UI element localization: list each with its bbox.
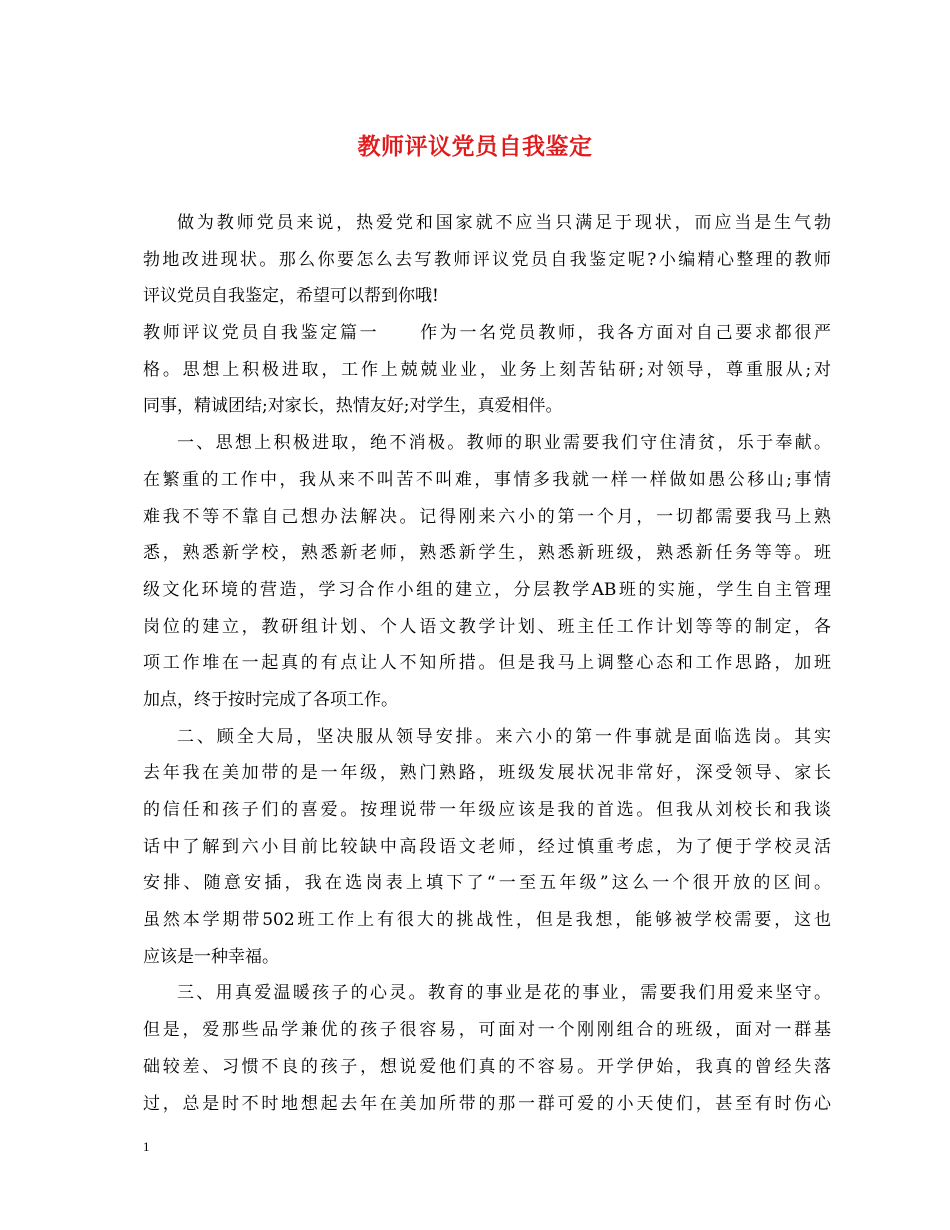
document-body xyxy=(143,205,831,1122)
point-two-line: 二、顾全大局，坚决服从领导安排。来六小的第一件事就是面临选岗。其实 xyxy=(177,726,831,747)
point-two-line: 的信任和孩子们的喜爱。按理说带一年级应该是我的首选。但我从刘校长和我谈 xyxy=(143,800,831,820)
page-number: 1 xyxy=(143,1139,150,1154)
point-two-line: 虽然本学期带502班工作上有很大的挑战性，但是我想，能够被学校需要，这也 xyxy=(143,910,831,931)
point-two-line: 安排、随意安插，我在选岗表上填下了“一至五年级”这么一个很开放的区间。 xyxy=(143,873,831,894)
point-three-line: 过，总是时不时地想起去年在美加所带的那一群可爱的小天使们，甚至有时伤心 xyxy=(143,1093,831,1114)
document-title: 教师评议党员自我鉴定 xyxy=(357,133,593,160)
point-one-line: 难我不等不靠自己想办法解决。记得刚来六小的第一个月，一切都需要我马上熟 xyxy=(143,506,831,527)
section-one-paragraph xyxy=(143,315,831,425)
point-one-line: 岗位的建立，教研组计划、个人语文教学计划、班主任工作计划等等的制定，各 xyxy=(143,616,831,637)
intro-line: 勃地改进现状。那么你要怎么去写教师评议党员自我鉴定呢?小编精心整理的教师 xyxy=(143,249,831,270)
point-one-line: 一、思想上积极进取，绝不消极。教师的职业需要我们守住清贫，乐于奉献。 xyxy=(177,433,831,454)
point-three-line: 础较差、习惯不良的孩子，想说爱他们真的不容易。开学伊始，我真的曾经失落 xyxy=(143,1056,831,1077)
point-one-line: 加点，终于按时完成了各项工作。 xyxy=(143,689,398,710)
point-three-paragraph xyxy=(143,975,831,1122)
point-one-line: 项工作堆在一起真的有点让人不知所措。但是我马上调整心态和工作思路，加班 xyxy=(143,653,831,674)
intro-paragraph xyxy=(143,205,831,315)
point-one-paragraph xyxy=(143,425,831,719)
section-one-line: 格。思想上积极进取，工作上兢兢业业，业务上刻苦钻研;对领导，尊重服从;对 xyxy=(143,359,831,380)
point-two-line: 话中了解到六小目前比较缺中高段语文老师，经过慎重考虑，为了便于学校灵活 xyxy=(143,836,831,857)
point-one-line: 级文化环境的营造，学习合作小组的建立，分层教学AB班的实施，学生自主管理 xyxy=(143,579,831,600)
point-one-line: 悉，熟悉新学校，熟悉新老师，熟悉新学生，熟悉新班级，熟悉新任务等等。班 xyxy=(143,543,831,564)
point-two-line: 去年我在美加带的是一年级，熟门熟路，班级发展状况非常好，深受领导、家长 xyxy=(143,763,831,784)
section-heading: 教师评议党员自我鉴定篇一 xyxy=(143,323,380,344)
section-one-line: 同事，精诚团结;对家长，热情友好;对学生，真爱相伴。 xyxy=(143,396,563,417)
point-two-line: 应该是一种幸福。 xyxy=(143,946,279,967)
point-three-line: 但是，爱那些品学兼优的孩子很容易，可面对一个刚刚组合的班级，面对一群基 xyxy=(143,1020,831,1041)
section-one-first-line xyxy=(143,315,831,352)
intro-line: 做为教师党员来说，热爱党和国家就不应当只满足于现状，而应当是生气勃 xyxy=(177,213,831,233)
point-three-line: 三、用真爱温暖孩子的心灵。教育的事业是花的事业，需要我们用爱来坚守。 xyxy=(177,983,831,1004)
intro-line: 评议党员自我鉴定，希望可以帮到你哦! xyxy=(143,286,439,307)
point-two-paragraph xyxy=(143,719,831,976)
section-text: 作为一名党员教师，我各方面对自己要求都很严 xyxy=(417,323,832,344)
point-one-line: 在繁重的工作中，我从来不叫苦不叫难，事情多我就一样一样做如愚公移山;事情 xyxy=(143,469,831,490)
